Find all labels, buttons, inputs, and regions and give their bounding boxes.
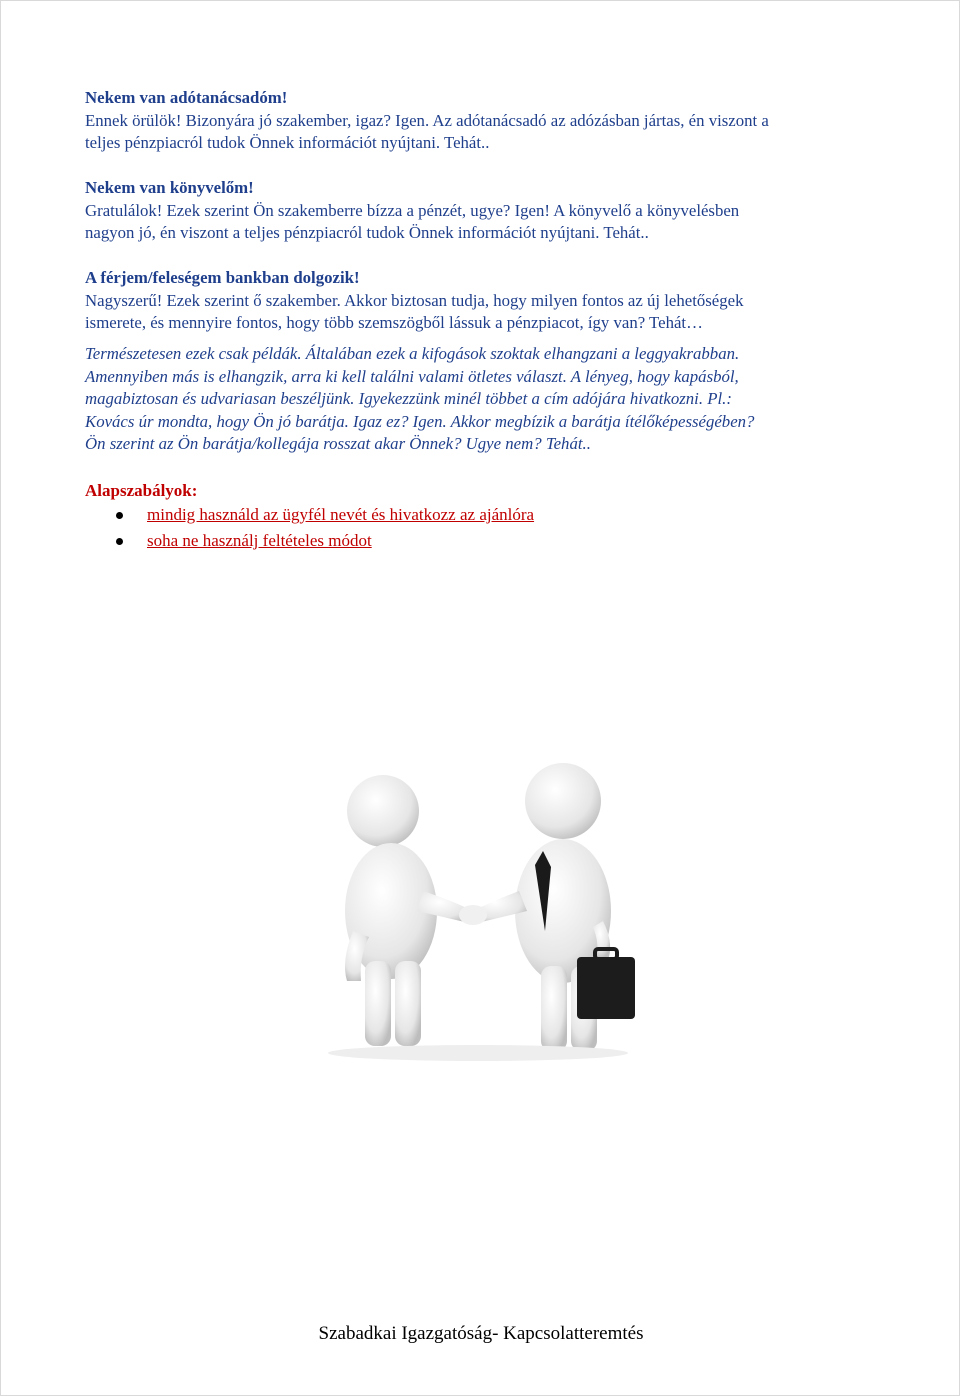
objection-heading: Nekem van könyvelőm! (85, 178, 254, 197)
note-line: Természetesen ezek csak példák. Általában ezek a kifogások szoktak elhangzani a leggyakrabban. (85, 344, 740, 363)
rules-title: Alapszabályok: (85, 481, 198, 500)
note-paragraph (85, 343, 885, 456)
answer-line: nagyon jó, én viszont a teljes pénzpiacról tudok Önnek információt nyújtani. Tehát.. (85, 223, 649, 242)
objection-heading: A férjem/feleségem bankban dolgozik! (85, 268, 360, 287)
rules-list (85, 502, 534, 554)
objection-block-1 (85, 87, 885, 155)
rule-item (85, 528, 534, 554)
bullet-icon (116, 538, 123, 545)
handshake-illustration (313, 761, 653, 1061)
note-line: Ön szerint az Ön barátja/kollegája rosszat akar Önnek? Ugye nem? Tehát.. (85, 434, 591, 453)
rule-link[interactable]: soha ne használj feltételes módot (147, 531, 372, 550)
page-footer: Szabadkai Igazgatóság- Kapcsolatteremtés (318, 1323, 644, 1344)
answer-line: Nagyszerű! Ezek szerint ő szakember. Akkor biztosan tudja, hogy milyen fontos az új lehetőségek (85, 290, 744, 310)
note-line: Amennyiben más is elhangzik, arra ki kell találni valami ötletes választ. A lényeg, hogy kapásból, (85, 366, 739, 386)
objection-block-2 (85, 177, 885, 245)
objection-heading: Nekem van adótanácsadóm! (85, 88, 288, 107)
note-line: Kovács úr mondta, hogy Ön jó barátja. Igaz ez? Igen. Akkor megbízik a barátja ítélőképességében? (85, 411, 755, 431)
answer-line: ismerete, és mennyire fontos, hogy több szemszögből lássuk a pénzpiacot, így van? Tehát… (85, 313, 703, 332)
objection-block-3 (85, 267, 885, 335)
answer-line: Gratulálok! Ezek szerint Ön szakemberre bízza a pénzét, ugye? Igen! A könyvelő a könyvelésben (85, 200, 740, 220)
bullet-icon (116, 512, 123, 519)
answer-line: teljes pénzpiacról tudok Önnek információt nyújtani. Tehát.. (85, 133, 490, 152)
rule-item (85, 502, 534, 528)
answer-line: Ennek örülök! Bizonyára jó szakember, igaz? Igen. Az adótanácsadó az adózásban jártas, én viszont a (85, 110, 769, 130)
note-line: magabiztosan és udvariasan beszéljünk. Igyekezzünk minél többet a cím adójára hivatkozni. Pl.: (85, 389, 732, 408)
rule-link[interactable]: mindig használd az ügyfél nevét és hivatkozz az ajánlóra (147, 505, 535, 524)
